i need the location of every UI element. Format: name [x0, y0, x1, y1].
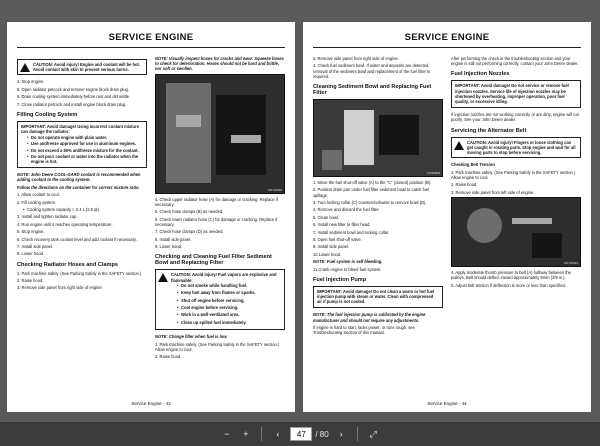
section-heading: Cleaning Sediment Bowl and Replacing Fuel Filter [313, 84, 432, 96]
note: Follow the directions on the container for correct mixture ratio. [17, 184, 140, 190]
step: 9. Install side panel. [313, 244, 350, 250]
bullet: • Cool engine before servicing. [177, 305, 282, 310]
step: 5. Check hose clamps (B) as needed. [155, 209, 224, 215]
bullet: • Keep fuel away from flames or sparks. [177, 290, 282, 295]
step: 2. Raise hood. [17, 277, 44, 283]
note: NOTE: Fuel system is self bleeding. [313, 259, 383, 265]
paragraph: If engine is hard to start, lacks power, or runs rough, see Troubleshooting Section of this manual. [313, 324, 415, 336]
section-heading: Servicing the Alternator Belt [451, 127, 527, 134]
radiator-photo [155, 74, 285, 194]
bullet: • Do not pour coolant or water into the radiator when the engine is hot. [27, 154, 143, 164]
step: 4. Run engine until it reaches operating temperature. [17, 221, 113, 227]
bullet: • Use antifreeze approved for use in aluminum engines. [27, 141, 143, 146]
step: 5. Stop engine. [17, 229, 45, 235]
section-heading: Fuel Injection Pump [313, 276, 367, 283]
page-header: SERVICE ENGINE [17, 22, 285, 48]
alternator-photo [451, 197, 581, 267]
caution-box: CAUTION: Avoid injury! Fingers or loose clothing can get caught in rotating parts. Stop engine and wait for all moving parts to stop before servicing. [451, 137, 581, 159]
step: 5. Adjust belt tension if deflection is more or less than specified. [451, 282, 566, 288]
step: 2. Raise hood. [155, 354, 182, 360]
page-navigator [290, 427, 328, 441]
note: NOTE: Visually inspect hoses for cracks and wear. Squeeze hoses to check for deterioration. Hoses should not be hard and brittle, nor soft or swollen. [155, 56, 284, 72]
zoom-in-icon[interactable]: + [243, 429, 249, 439]
photo-caption: MX-50020 [268, 187, 282, 192]
step: 3. Turn locking collar (C) counterclockwise to remove bowl (D). [313, 199, 427, 205]
fuel-filter-photo [313, 99, 443, 177]
step: 9. Lower hood. [155, 244, 183, 250]
page-footer: Service Engine - 44 [427, 401, 467, 406]
step: 1. Park machine safely. (See Parking Safely in the SAFETY section.) [17, 270, 142, 276]
subheading: Checking Belt Tension [451, 162, 495, 168]
important-box: IMPORTANT: Avoid damage! Using incorrect coolant mixture can damage the radiator: • Do not operate engine with plain water. • Use antifreeze approved for use in aluminum engines. • Do not exceed a 50% antifreeze mixture for the coolant. • Do not pour coolant or water into the radiator when the engine is hot. [17, 121, 147, 168]
right-page [303, 22, 591, 412]
warning-triangle-icon [454, 141, 464, 150]
total-pages: / 80 [315, 429, 329, 439]
step: 3. Install and tighten radiator cap. [17, 214, 78, 220]
note: NOTE: The fuel injection pump is calibrated by the engine manufacturer and should not require any adjustments. [313, 312, 426, 323]
step: 4. Apply moderate thumb pressure to belt (A) halfway between the pulleys. Belt should deflect inward approximately 9mm (3/8 in.). [451, 270, 571, 281]
step: 6. Check lower radiator hose (C) for damage or cracking. Replace if necessary. [155, 216, 278, 227]
step: 1. Park machine safely. (See Parking Safely in the SAFETY section.) Allow engine to cool. [155, 341, 280, 352]
caution-box: CAUTION: Avoid injury! Fuel vapors are explosive and flammable: • Do not smoke while handling fuel. • Keep fuel away from flames or sparks. • Shut off engine before servicing. • Cool engine before servicing. • Work in a well-ventilated area. • Clean up spilled fuel immediately. [155, 269, 285, 330]
step: 2. Fill cooling system. [17, 199, 57, 205]
warning-triangle-icon [158, 273, 168, 282]
bullet: • Work in a well-ventilated area. [177, 312, 282, 317]
step: 6. Drain cooling system immediately before rust and dirt settle. [17, 94, 131, 100]
paragraph: After performing the check in the troubleshooting section and your engine is still not performing correctly, contact your John Deere dealer. [451, 56, 579, 67]
step: 10.Lower hood. [313, 251, 342, 257]
important-box: IMPORTANT: Avoid damage! Do not service or remove fuel injection nozzles. Service life of injection nozzles may be shortened by overheating, improper operation, poor fuel quality, or excessive idling. [451, 80, 581, 108]
step: 5. Open radiator petcock and remove engine block drain plug. [17, 86, 129, 92]
page-footer: Service Engine - 43 [131, 401, 171, 406]
section-heading: Checking and Cleaning Fuel Filter Sediment Bowl and Replacing Filter [155, 254, 272, 267]
section-heading: Checking Radiator Hoses and Clamps [17, 261, 119, 268]
warning-triangle-icon [20, 63, 30, 72]
page-number-input[interactable] [290, 427, 312, 441]
step: 1. Allow coolant to cool. [17, 192, 60, 198]
step: 4. Remove and discard the fuel filter. [313, 207, 380, 213]
bullet: • Do not smoke while handling fuel. [177, 283, 282, 288]
step: 7. Check hose clamps (D) as needed. [155, 229, 224, 235]
previous-page-icon[interactable]: ‹ [276, 429, 280, 439]
step: 7. Install sediment bowl and locking collar. [313, 229, 390, 235]
next-page-icon[interactable]: › [339, 429, 343, 439]
step: 5. Clean bowl. [313, 214, 339, 220]
step: 2. Raise hood. [451, 182, 478, 188]
right-column-1 [313, 56, 443, 392]
step: 8. Lower hood. [17, 251, 45, 257]
photo-caption: MX50859 [427, 171, 440, 175]
step: 4. Check fuel sediment bowl. If water and deposits are detected, removal of the sediment bowl and replacement of the fuel filter is required. [313, 63, 430, 79]
note: NOTE: John Deere COOL-GARD coolant is recommended when adding coolant to the cooling system. [17, 172, 141, 183]
step: 2. Position drain pan under fuel filter sediment bowl to catch fuel spillage. [313, 187, 430, 198]
bullet: • Clean up spilled fuel immediately. [177, 320, 282, 325]
pdf-viewer-toolbar [0, 422, 600, 446]
step: 6. Check recovery tank coolant level and add coolant if necessary. [17, 236, 137, 242]
fit-page-icon[interactable]: ⤢ [369, 428, 377, 439]
caution-box: CAUTION: Avoid injury! Engine and coolant will be hot. Avoid contact with skin to prevent serious burns. [17, 59, 147, 75]
section-heading: Fuel Injection Nozzles [451, 71, 510, 78]
step: 7. Install side panel. [17, 243, 54, 249]
step: 7. Close radiator petcock and install engine block drain plug. [17, 101, 127, 107]
step: 3. Remove side panel from right side of engine. [313, 56, 399, 61]
zoom-out-icon[interactable]: − [224, 429, 230, 439]
left-column-1 [17, 56, 147, 392]
important-box: IMPORTANT: Avoid damage! Do not clean a warm or hot fuel injection pump with steam or water. Clean with compressed air if pump is not cooled. [313, 286, 443, 309]
step: 8. Open fuel shut-off valve. [313, 236, 362, 242]
step: 6. Install new filter to filter head. [313, 222, 371, 228]
bullet: • Do not exceed a 50% antifreeze mixture for the coolant. [27, 148, 143, 153]
step: 3. Remove side panel from left side of engine. [451, 189, 535, 195]
note: NOTE: Change filter when fuel is low. [155, 334, 228, 340]
step: 8. Install side panel. [155, 236, 192, 242]
step: 4. Check upper radiator hose (A) for damage or cracking. Replace if necessary. [155, 196, 278, 207]
right-column-2 [451, 56, 581, 392]
bullet: • Do not operate engine with plain water. [27, 135, 143, 140]
step: 4. Stop engine. [17, 79, 45, 85]
section-heading: Filling Cooling System [17, 111, 78, 118]
left-column-2 [155, 56, 285, 392]
left-page [7, 22, 295, 412]
page-header: SERVICE ENGINE [313, 22, 581, 48]
step: 1. Move the fuel shut-off valve (A) to the "C" (closed) position (B). [313, 180, 432, 185]
paragraph: If injection nozzles are not working correctly or are dirty, engine will run poorly. See your John Deere dealer. [451, 112, 580, 123]
bullet: • Cooling system capacity ≡ 2.4 L (2.5 qt). [23, 207, 147, 212]
step: 11.Crank engine to bleed fuel system. [313, 266, 382, 272]
photo-caption: MX-50023 [564, 261, 578, 265]
step: 1. Park machine safely. (See Parking Safely in the SAFETY section.) Allow engine to cool. [451, 169, 576, 180]
bullet: • Shut off engine before servicing. [177, 298, 282, 303]
step: 3. Remove side panel from right side of engine. [17, 285, 103, 291]
